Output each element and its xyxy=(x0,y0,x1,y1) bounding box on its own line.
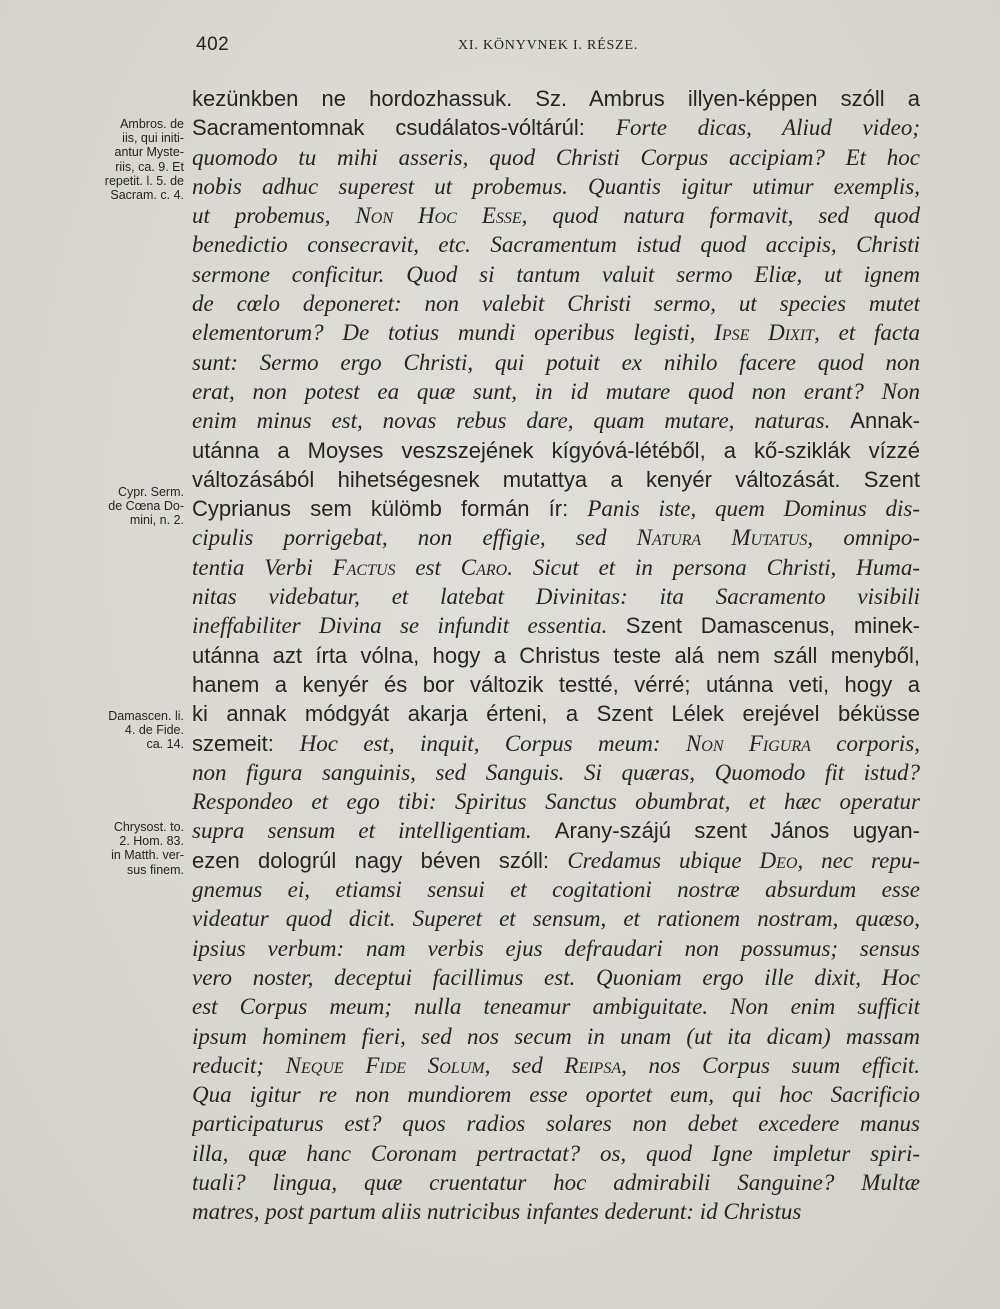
italic-text: gnemus ei, etiamsi sensui et cogitationi nostræ absurdum esse xyxy=(192,877,920,903)
text-line xyxy=(192,992,920,1021)
italic-text: est xyxy=(395,554,461,580)
margin-note-line: mini, n. 2. xyxy=(129,513,184,528)
italic-text: quomodo tu mihi asseris, quod Christi Corpus accipiam? Et hoc xyxy=(192,144,920,170)
margin-note-ambrose xyxy=(74,117,184,202)
margin-note-line: Sacram. c. 4. xyxy=(110,188,184,203)
roman-text: Annak- xyxy=(850,408,920,434)
text-line xyxy=(192,406,920,435)
text-line xyxy=(192,846,920,875)
text-line xyxy=(192,1139,920,1168)
text-line xyxy=(192,787,920,816)
page-number: 402 xyxy=(196,34,230,55)
italic-text: Hoc est, inquit, Corpus meum: xyxy=(299,730,686,756)
small-caps-text: Reipsa xyxy=(564,1052,622,1078)
italic-text: erat, non potest ea quæ sunt, in id mutare quod non erant? Non xyxy=(192,378,920,404)
roman-text: utánna azt írta vólna, hogy a Christus teste alá nem száll menyből, xyxy=(192,642,920,668)
italic-text: matres, post partum aliis nutricibus infantes dederunt: id Christus xyxy=(192,1199,802,1225)
text-line xyxy=(192,201,920,230)
italic-text: , quod natura formavit, sed quod xyxy=(521,203,920,229)
italic-text: Credamus ubique xyxy=(567,847,760,873)
margin-note-line: Damascen. li. xyxy=(108,709,184,723)
text-line xyxy=(192,1168,920,1197)
small-caps-text: Caro xyxy=(460,554,508,580)
italic-text: videatur quod dicit. Superet et sensum, et rationem nostram, quæso, xyxy=(192,906,920,932)
margin-note-line: iis, qui initi- xyxy=(122,131,184,146)
text-line xyxy=(192,1022,920,1051)
text-line xyxy=(192,904,920,933)
italic-text: ineffabiliter Divina se infundit essentia. xyxy=(192,613,626,639)
italic-text: Panis iste, quem Dominus dis- xyxy=(587,496,920,522)
italic-text: est Corpus meum; nulla teneamur ambiguitate. Non enim sufficit xyxy=(192,994,920,1020)
italic-text: elementorum? De totius mundi operibus legisti, xyxy=(192,320,715,346)
roman-text: Szent Damascenus, minek- xyxy=(625,613,920,639)
italic-text: reducit; xyxy=(192,1052,286,1078)
italic-text: , nos Corpus suum efficit. xyxy=(621,1052,920,1078)
text-line xyxy=(192,143,920,172)
text-line xyxy=(192,113,920,142)
text-line xyxy=(192,963,920,992)
text-line xyxy=(192,670,920,699)
small-caps-text: Non Hoc Esse xyxy=(355,203,522,229)
text-line xyxy=(192,758,920,787)
margin-note-damascene xyxy=(74,709,184,752)
margin-note-line: Chrysost. to. xyxy=(113,820,184,834)
margin-note-line: antur Myste- xyxy=(114,145,184,160)
margin-note-line: in Matth. ver- xyxy=(111,848,184,863)
text-line xyxy=(192,699,920,728)
text-line xyxy=(192,641,920,670)
margin-note-line: ca. 14. xyxy=(146,737,184,752)
margin-notes xyxy=(0,0,190,1309)
italic-text: participaturus est? quos radios solares non debet excedere manus xyxy=(192,1111,920,1137)
text-line xyxy=(192,84,920,113)
italic-text: ipsum hominem fieri, sed nos secum in unam (ut ita dicam) massam xyxy=(192,1023,920,1049)
text-line xyxy=(192,729,920,758)
text-line xyxy=(192,318,920,347)
italic-text: , nec repu- xyxy=(797,847,920,873)
text-line xyxy=(192,582,920,611)
italic-text: . Sicut et in persona Christi, Huma- xyxy=(507,554,920,580)
text-line xyxy=(192,816,920,845)
text-line xyxy=(192,230,920,259)
text-line xyxy=(192,260,920,289)
italic-text: , omnipo- xyxy=(807,525,920,551)
roman-text: Sacramentomnak csudálatos-vóltárúl: xyxy=(192,115,616,141)
small-caps-text: Neque Fide Solum xyxy=(285,1052,485,1078)
italic-text: non figura sanguinis, sed Sanguis. Si quæras, Quomodo fit istud? xyxy=(192,759,920,785)
text-line xyxy=(192,494,920,523)
roman-text: Arany-szájú szent János ugyan- xyxy=(554,818,920,844)
text-line xyxy=(192,1051,920,1080)
italic-text: benedictio consecravit, etc. Sacramentum istud quod accipis, Christi xyxy=(192,232,920,258)
text-line xyxy=(192,377,920,406)
italic-text: de cœlo deponeret: non valebit Christi sermo, ut species mutet xyxy=(192,291,920,317)
body-text xyxy=(192,84,920,1227)
small-caps-text: Natura Mutatus xyxy=(636,525,808,551)
text-line xyxy=(192,465,920,494)
italic-text: tentia Verbi xyxy=(192,554,333,580)
italic-text: Forte dicas, Aliud video; xyxy=(615,115,920,141)
italic-text: ut probemus, xyxy=(192,203,356,229)
small-caps-text: Non Figura xyxy=(685,730,811,756)
roman-text: ezen dologrúl nagy béven szóll: xyxy=(192,847,568,873)
italic-text: nobis adhuc superest ut probemus. Quantis igitur utimur exemplis, xyxy=(192,173,920,199)
text-line xyxy=(192,875,920,904)
text-line xyxy=(192,611,920,640)
italic-text: , sed xyxy=(484,1052,565,1078)
margin-note-line: riis, ca. 9. Et xyxy=(115,159,184,174)
text-line xyxy=(192,553,920,582)
small-caps-text: Ipse Dixit xyxy=(714,320,815,346)
text-line xyxy=(192,289,920,318)
text-line xyxy=(192,436,920,465)
italic-text: sermone conficitur. Quod si tantum valuit sermo Eliæ, ut ignem xyxy=(192,261,920,287)
margin-note-line: Cypr. Serm. xyxy=(118,485,184,499)
running-title: XI. KÖNYVNEK I. RÉSZE. xyxy=(458,38,639,53)
text-line xyxy=(192,1109,920,1138)
italic-text: , et facta xyxy=(814,320,920,346)
small-caps-text: Factus xyxy=(332,554,396,580)
margin-note-line: de Cœna Do- xyxy=(108,499,184,514)
margin-note-line: sus finem. xyxy=(127,862,184,877)
text-line xyxy=(192,1197,920,1226)
margin-note-line: 2. Hom. 83. xyxy=(119,834,184,849)
page-header xyxy=(196,34,920,64)
italic-text: Respondeo et ego tibi: Spiritus Sanctus obumbrat, et hæc operatur xyxy=(192,789,920,815)
roman-text: szemeit: xyxy=(192,730,300,756)
roman-text: kezünkben ne hordozhassuk. Sz. Ambrus illyen-képpen szóll a xyxy=(192,86,920,111)
roman-text: utánna a Moyses veszszejének kígyóvá-létéből, a kő-sziklák vízzé xyxy=(192,437,920,463)
roman-text: Cyprianus sem külömb formán ír: xyxy=(192,496,588,522)
italic-text: tuali? lingua, quæ cruentatur hoc admirabili Sanguine? Multæ xyxy=(192,1169,920,1195)
margin-note-line: Ambros. de xyxy=(120,117,184,131)
text-line xyxy=(192,934,920,963)
roman-text: hanem a kenyér és bor változik testté, vérré; utánna veti, hogy a xyxy=(192,671,920,697)
small-caps-text: Deo xyxy=(759,847,798,873)
italic-text: corporis, xyxy=(810,730,920,756)
italic-text: supra sensum et intelligentiam. xyxy=(192,818,555,844)
italic-text: ipsius verbum: nam verbis ejus defraudari non possumus; sensus xyxy=(192,935,920,961)
text-line xyxy=(192,1080,920,1109)
italic-text: nitas videbatur, et latebat Divinitas: ita Sacramento visibili xyxy=(192,584,920,610)
italic-text: vero noster, deceptui facillimus est. Quoniam ergo ille dixit, Hoc xyxy=(192,964,920,990)
italic-text: cipulis porrigebat, non effigie, sed xyxy=(192,525,637,551)
margin-note-cyprian xyxy=(74,485,184,528)
text-line xyxy=(192,348,920,377)
italic-text: Qua igitur re non mundiorem esse oportet eum, qui hoc Sacrificio xyxy=(192,1082,920,1108)
text-line xyxy=(192,523,920,552)
margin-note-line: repetit. l. 5. de xyxy=(104,173,184,188)
roman-text: változásából hihetségesnek mutattya a kenyér változását. Szent xyxy=(192,466,920,492)
margin-note-chrysostom xyxy=(74,820,184,877)
roman-text: ki annak módgyát akarja érteni, a Szent Lélek erejével béküsse xyxy=(192,701,920,727)
italic-text: enim minus est, novas rebus dare, quam mutare, naturas. xyxy=(192,408,851,434)
margin-note-line: 4. de Fide. xyxy=(124,723,184,738)
italic-text: illa, quæ hanc Coronam pertractat? os, quod Igne impletur spiri- xyxy=(192,1140,920,1166)
italic-text: sunt: Sermo ergo Christi, qui potuit ex nihilo facere quod non xyxy=(192,349,920,375)
text-line xyxy=(192,172,920,201)
